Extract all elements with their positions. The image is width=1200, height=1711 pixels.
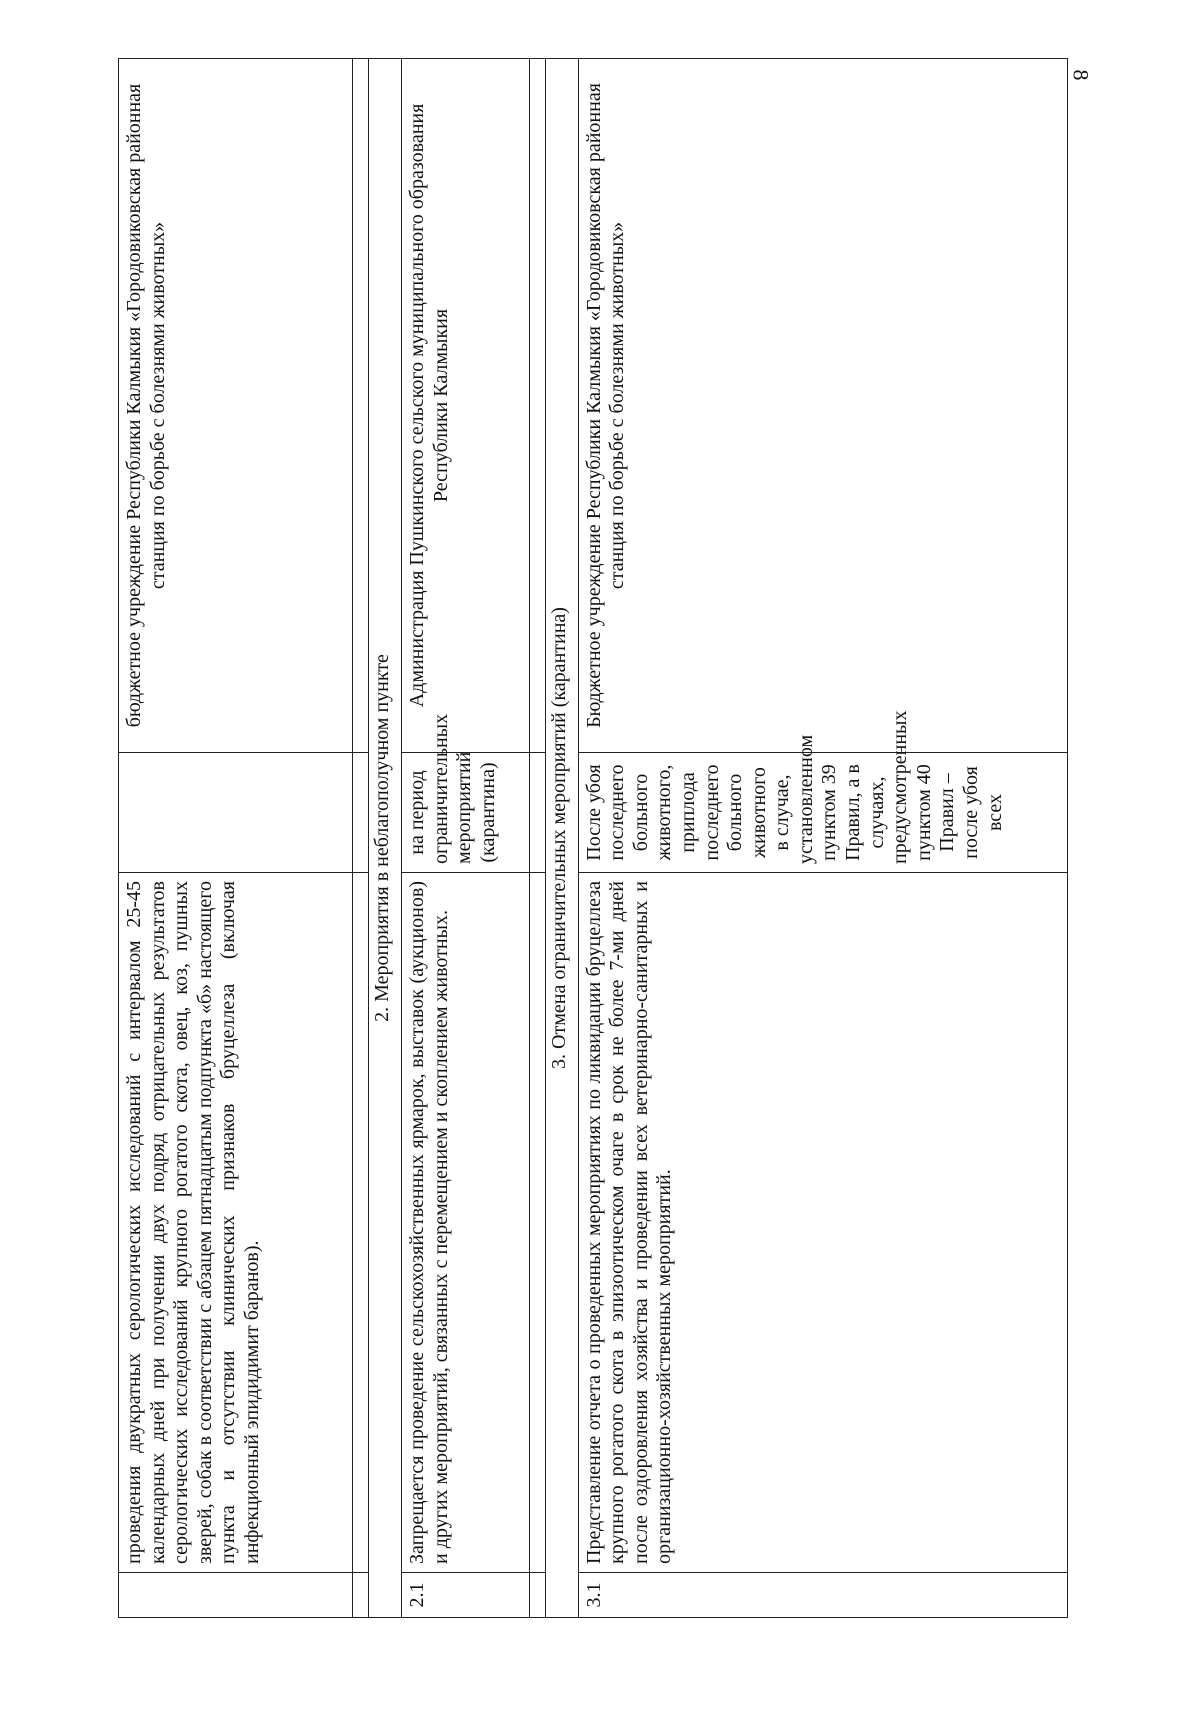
responsible-cell: бюджетное учреждение Республики Калмыкия «Городовиковская районная станция по борьбе с болезнями животных» — [119, 59, 353, 753]
measures-table — [118, 58, 1068, 1618]
page-number: 8 — [1068, 69, 1094, 81]
number-cell — [119, 1573, 353, 1618]
row-number: 3.1 — [578, 1573, 1067, 1618]
responsible-cell: Бюджетное учреждение Республики Калмыкия «Городовиковская районная станция по борьбе с болезнями животных» — [578, 59, 1067, 753]
description-cell: проведения двукратных серологических исследований с интервалом 25-45 календарных дней при получении двух подряд отрицательных результатов серологических исследований крупного рогатого скота, овец, коз, пушных зверей, собак в соответствии с абзацем пятнадцатым подпункта «б» настоящего пункта и отсутствии клинических признаков бруцеллеза (включая инфекционный эпидидимит баранов). — [119, 873, 353, 1573]
description-cell: Запрещается проведение сельскохозяйственных ярмарок, выставок (аукционов) и других мероприятий, связанных с перемещением и скоплением животных. — [401, 873, 529, 1573]
description-cell: Представление отчета о проведенных мероприятиях по ликвидации бруцеллеза крупного рогатого скота в эпизоотическом очаге в срок не более 7-ми дней после оздоровления хозяйства и проведении всех ветеринарно-санитарных и организационно-хозяйственных мероприятий. — [578, 873, 1067, 1573]
rotated-page-content — [118, 58, 1068, 1618]
row-number: 2.1 — [401, 1573, 529, 1618]
section-heading-3 — [545, 59, 578, 1618]
table-row-3-1 — [578, 59, 1067, 1618]
table-row-2-1 — [401, 59, 529, 1618]
section-title: 2. Мероприятия в неблагополучном пункте — [369, 59, 402, 1618]
table-spacer-row — [529, 59, 545, 1618]
section-title: 3. Отмена ограничительных мероприятий (карантина) — [545, 59, 578, 1618]
table-spacer-row — [353, 59, 369, 1618]
term-cell — [119, 753, 353, 873]
section-heading-2 — [369, 59, 402, 1618]
responsible-cell: Администрация Пушкинского сельского муниципального образования Республики Калмыкия — [401, 59, 529, 753]
term-cell: После убоя последнего больного животного, приплода последнего больного животного в случае, установленном пунктом 39 Правил, а в случаях, предусмотренных пунктом 40 Правил – после убоя всех — [578, 753, 1067, 873]
table-row-continuation — [119, 59, 353, 1618]
term-cell: на период ограничительных мероприятий (карантина) — [401, 753, 529, 873]
